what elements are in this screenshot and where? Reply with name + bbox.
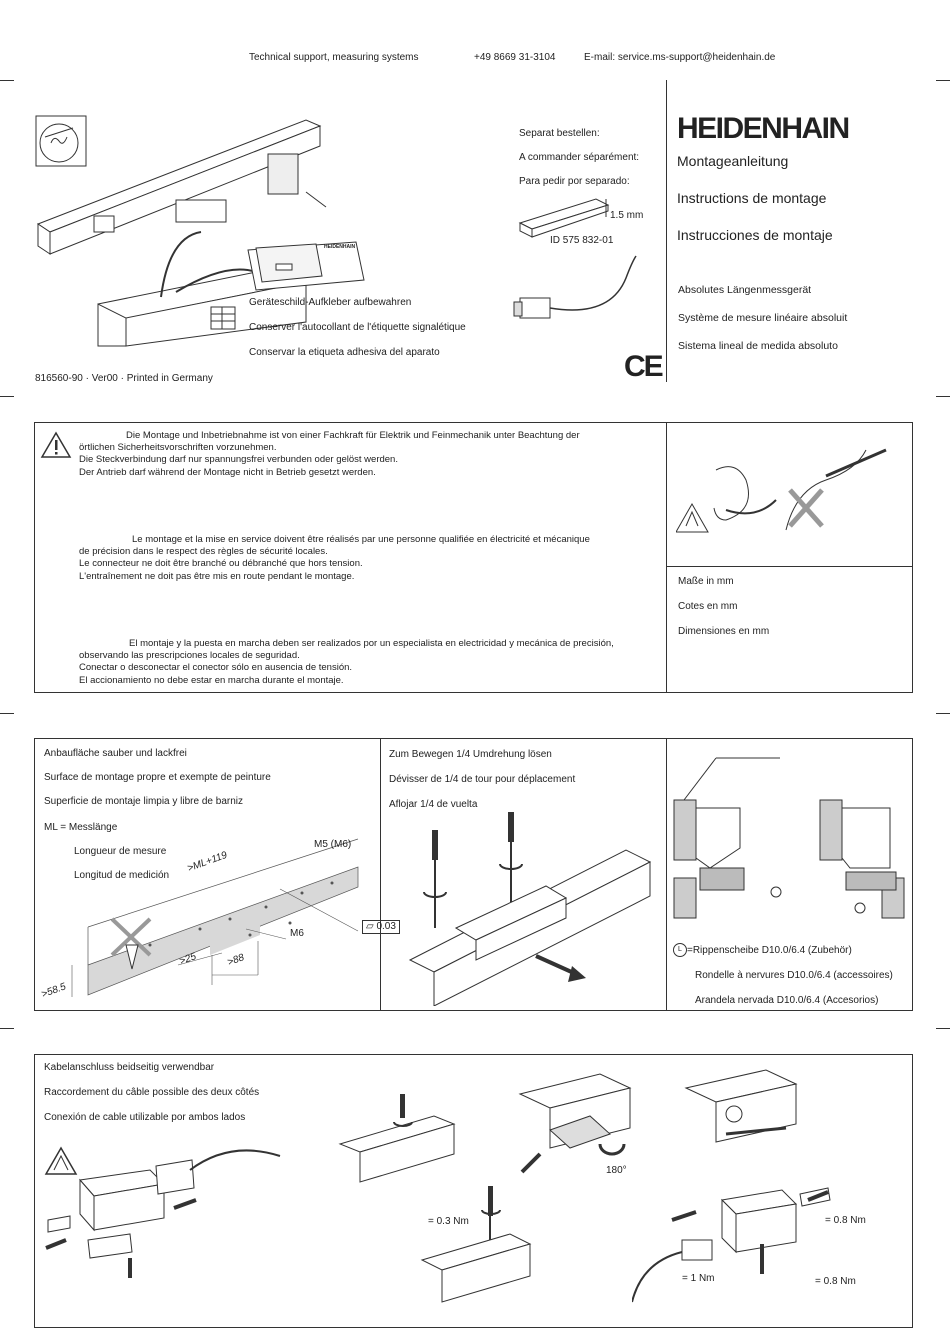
mounting-fr: Surface de montage propre et exempte de peinture xyxy=(44,772,271,783)
cable-connector-illustration xyxy=(510,250,650,330)
mounting-divider-1 xyxy=(380,738,381,1011)
support-email: E-mail: service.ms-support@heidenhain.de xyxy=(584,52,776,63)
shim-thickness: 1.5 mm xyxy=(610,210,644,221)
ml-definition: ML = Messlänge xyxy=(44,822,118,833)
crop-mark xyxy=(0,1028,14,1029)
title-fr: Instructions de montage xyxy=(677,190,827,206)
rotate-cover-illustration xyxy=(510,1064,650,1174)
warning-icon xyxy=(40,431,72,459)
document-number: 816560-90 · Ver00 · Printed in Germany xyxy=(35,373,213,384)
safety-hdivider xyxy=(666,566,913,567)
cable-reversal-illustration xyxy=(40,1140,300,1290)
crop-mark xyxy=(936,713,950,714)
tighten-cover-illustration xyxy=(414,1184,544,1314)
label-note-fr: Conserver l'autocollant de l'étiquette signalétique xyxy=(249,322,466,333)
safety-es: El montaje y la puesta en marcha deben ser realizados por un especialista en electricidad y mecánica de precisión, observando las prescripciones locales de seguridad. Conectar o desconectar el conector sólo en ausencia de tensión. El accionamiento no debe estar en marcha durante el montaje. xyxy=(79,638,614,686)
crop-mark xyxy=(936,1028,950,1029)
ce-mark: CE xyxy=(624,350,662,383)
dim-88: >88 xyxy=(226,952,246,969)
insert-cover-illustration xyxy=(676,1064,806,1154)
linear-encoder-illustration xyxy=(36,112,336,352)
title-es: Instrucciones de montaje xyxy=(677,227,833,243)
move-es: Aflojar 1/4 de vuelta xyxy=(389,799,478,810)
shim-id: ID 575 832-01 xyxy=(550,235,614,246)
crop-mark xyxy=(0,396,14,397)
washer-de: =Rippenscheibe D10.0/6.4 (Zubehör) xyxy=(687,945,852,956)
washer-es: Arandela nervada D10.0/6.4 (Accesorios) xyxy=(695,995,879,1006)
washer-symbol: L xyxy=(673,943,687,957)
dimensions-es: Dimensiones en mm xyxy=(678,626,770,637)
esd-handling-illustration xyxy=(676,440,906,540)
subtitle-fr: Système de mesure linéaire absoluit xyxy=(678,312,848,324)
cable-es: Conexión de cable utilizable por ambos lados xyxy=(44,1112,246,1123)
dim-25: >25 xyxy=(178,951,198,968)
sticker-table-icon xyxy=(210,306,236,330)
support-text: Technical support, measuring systems xyxy=(249,52,419,63)
torque-1: = 1 Nm xyxy=(682,1273,715,1284)
ml-es: Longitud de medición xyxy=(74,870,170,881)
label-note-es: Conservar la etiqueta adhesiva del aparato xyxy=(249,347,440,358)
dim-m5: M5 (M6) xyxy=(314,839,352,850)
mounting-es: Superficie de montaje limpia y libre de barniz xyxy=(44,796,243,807)
crop-mark xyxy=(0,713,14,714)
cable-fr: Raccordement du câble possible des deux côtés xyxy=(44,1087,260,1098)
support-phone: +49 8669 31-3104 xyxy=(474,52,556,63)
loosen-screws-illustration xyxy=(396,810,664,1006)
rotation-angle: 180° xyxy=(606,1165,627,1176)
move-fr: Dévisser de 1/4 de tour pour déplacement xyxy=(389,774,576,785)
connect-cable-illustration xyxy=(632,1170,852,1320)
divider xyxy=(666,80,667,382)
move-de: Zum Bewegen 1/4 Umdrehung lösen xyxy=(389,749,552,760)
safety-de: Die Montage und Inbetriebnahme ist von einer Fachkraft für Elektrik und Feinmechanik unter Beachtung der örtlichen Sicherheitsvorschriften vorzunehmen. Die Steckverbindung darf nur spannungsfrei verbunden oder gelöst werden. Der Antrieb darf während der Montage nicht in Betrieb gesetzt werden. xyxy=(79,430,580,478)
dim-m6: M6 xyxy=(290,928,304,939)
safety-divider xyxy=(666,422,667,693)
order-es: Para pedir por separado: xyxy=(519,176,630,187)
title-de: Montageanleitung xyxy=(677,153,789,169)
order-fr: A commander séparément: xyxy=(519,152,640,163)
heidenhain-logo: HEIDENHAIN xyxy=(677,112,849,145)
dim-58: >58.5 xyxy=(40,981,68,1001)
subtitle-de: Absolutes Längenmessgerät xyxy=(678,284,812,296)
ml-fr: Longueur de mesure xyxy=(74,846,167,857)
crop-mark xyxy=(936,80,950,81)
mounting-divider-2 xyxy=(666,738,667,1011)
crop-mark xyxy=(0,80,14,81)
torque-08-a: = 0.8 Nm xyxy=(825,1215,866,1226)
torque-08-b: = 0.8 Nm xyxy=(815,1276,856,1287)
subtitle-es: Sistema lineal de medida absoluto xyxy=(678,340,838,352)
dim-flatness: ▱ 0.03 xyxy=(362,920,400,934)
torque-03: = 0.3 Nm xyxy=(428,1216,469,1227)
dimensions-de: Maße in mm xyxy=(678,576,734,587)
label-note-de: Geräteschild-Aufkleber aufbewahren xyxy=(249,297,412,308)
safety-fr: Le montage et la mise en service doivent être réalisés par une personne qualifiée en électricité et mécanique de précision dans le respect des règles de sécurité locales. Le connecteur ne doit être branché ou débranché que hors tension. L'entraînement ne doit pas être mis en route pendant le montage. xyxy=(79,534,590,582)
washer-fr: Rondelle à nervures D10.0/6.4 (accessoires) xyxy=(695,970,893,981)
washer-cross-section-illustration xyxy=(670,748,910,926)
crop-mark xyxy=(936,396,950,397)
order-de: Separat bestellen: xyxy=(519,128,600,139)
cable-de: Kabelanschluss beidseitig verwendbar xyxy=(44,1062,215,1073)
mounting-de: Anbaufläche sauber und lackfrei xyxy=(44,748,187,759)
dimensions-fr: Cotes en mm xyxy=(678,601,738,612)
dim-ml119: >ML+119 xyxy=(186,849,229,875)
unscrew-cover-illustration xyxy=(334,1094,474,1184)
sticker-brand: HEIDENHAIN xyxy=(324,244,356,250)
